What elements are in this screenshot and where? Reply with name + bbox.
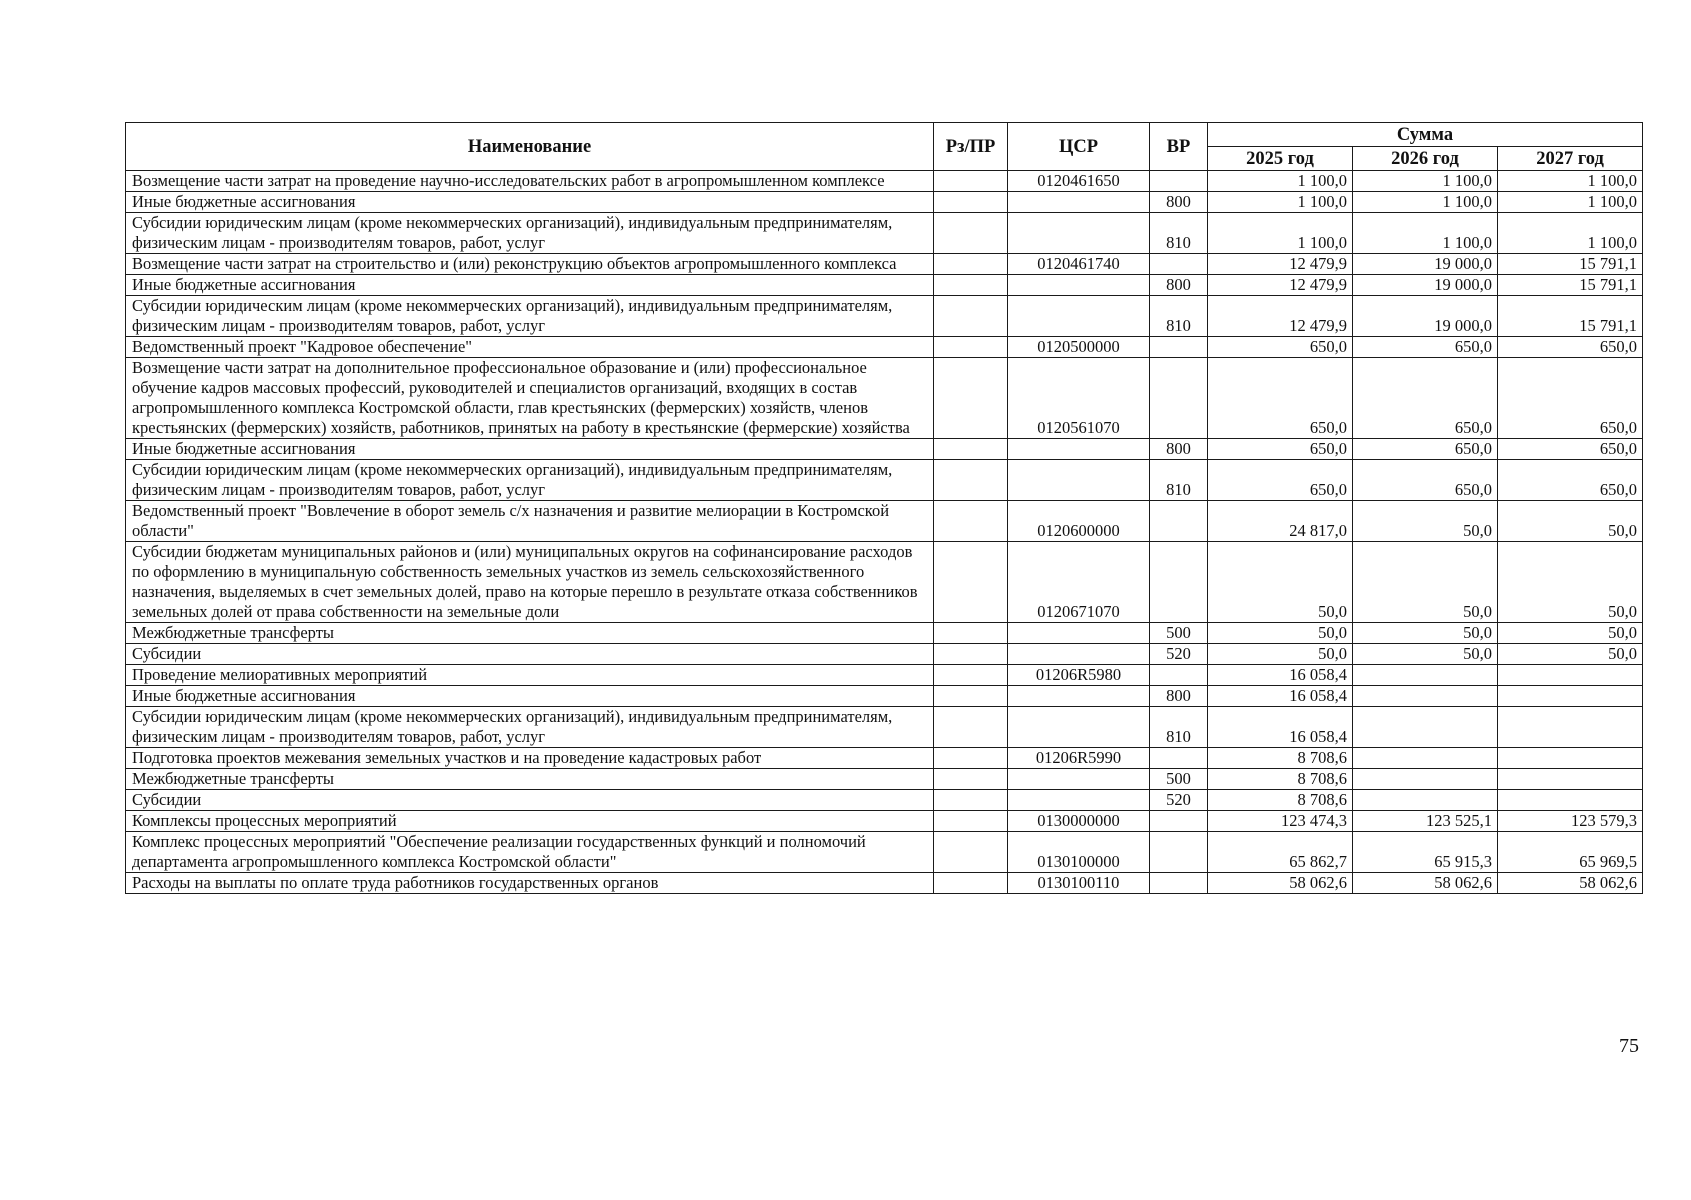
cell-2027: 50,0	[1498, 501, 1643, 542]
cell-name: Возмещение части затрат на дополнительное профессиональное образование и (или) профессиональное обучение кадров массовых профессий, руководителей и специалистов организаций, входящих в состав агропромышленного комплекса Костромской области, глав крестьянских (фермерских) хозяйств, членов крестьянских (фермерских) хозяйств, работников, принятых на работу в крестьянские (фермерские) хозяйства	[126, 358, 934, 439]
cell-2025: 16 058,4	[1208, 665, 1353, 686]
cell-rzpr	[934, 439, 1008, 460]
cell-2026	[1353, 769, 1498, 790]
cell-csr	[1008, 213, 1150, 254]
page-number: 75	[1619, 1035, 1639, 1057]
table-row	[126, 686, 1643, 707]
cell-rzpr	[934, 644, 1008, 665]
table-row	[126, 439, 1643, 460]
cell-rzpr	[934, 748, 1008, 769]
cell-2026: 19 000,0	[1353, 296, 1498, 337]
cell-2025: 8 708,6	[1208, 790, 1353, 811]
table-row	[126, 213, 1643, 254]
table-row	[126, 644, 1643, 665]
table-row	[126, 748, 1643, 769]
cell-vr	[1150, 811, 1208, 832]
cell-vr: 800	[1150, 439, 1208, 460]
cell-2025: 650,0	[1208, 460, 1353, 501]
cell-2026: 50,0	[1353, 542, 1498, 623]
cell-2026: 123 525,1	[1353, 811, 1498, 832]
header-sum: Сумма	[1208, 123, 1643, 147]
cell-2025: 650,0	[1208, 337, 1353, 358]
cell-name: Межбюджетные трансферты	[126, 769, 934, 790]
cell-name: Субсидии бюджетам муниципальных районов и (или) муниципальных округов на софинансирование расходов по оформлению в муниципальную собственность земельных участков из земель сельскохозяйственного назначения, выделяемых в счет земельных долей, право на которые перешло в результате отказа собственников земельных долей от права собственности на земельные доли	[126, 542, 934, 623]
cell-rzpr	[934, 460, 1008, 501]
cell-vr	[1150, 501, 1208, 542]
cell-2025: 8 708,6	[1208, 769, 1353, 790]
cell-rzpr	[934, 707, 1008, 748]
cell-2027: 650,0	[1498, 358, 1643, 439]
cell-rzpr	[934, 686, 1008, 707]
cell-2027	[1498, 748, 1643, 769]
header-csr: ЦСР	[1008, 123, 1150, 171]
cell-name: Субсидии	[126, 644, 934, 665]
cell-csr	[1008, 790, 1150, 811]
cell-name: Субсидии юридическим лицам (кроме некоммерческих организаций), индивидуальным предпринимателям, физическим лицам - производителям товаров, работ, услуг	[126, 213, 934, 254]
table-body	[126, 171, 1643, 894]
cell-2027: 1 100,0	[1498, 213, 1643, 254]
cell-vr	[1150, 542, 1208, 623]
cell-2026: 1 100,0	[1353, 213, 1498, 254]
budget-table	[125, 122, 1643, 894]
cell-2026	[1353, 748, 1498, 769]
cell-2026: 650,0	[1353, 460, 1498, 501]
cell-name: Субсидии	[126, 790, 934, 811]
cell-rzpr	[934, 790, 1008, 811]
cell-2025: 12 479,9	[1208, 275, 1353, 296]
cell-2025: 65 862,7	[1208, 832, 1353, 873]
table-row	[126, 275, 1643, 296]
cell-csr: 01206R5980	[1008, 665, 1150, 686]
table-row	[126, 501, 1643, 542]
cell-rzpr	[934, 337, 1008, 358]
cell-2025: 16 058,4	[1208, 707, 1353, 748]
cell-name: Комплекс процессных мероприятий "Обеспечение реализации государственных функций и полномочий департамента агропромышленного комплекса Костромской области"	[126, 832, 934, 873]
cell-2025: 8 708,6	[1208, 748, 1353, 769]
cell-name: Расходы на выплаты по оплате труда работников государственных органов	[126, 873, 934, 894]
cell-2027: 650,0	[1498, 460, 1643, 501]
cell-name: Межбюджетные трансферты	[126, 623, 934, 644]
cell-rzpr	[934, 769, 1008, 790]
cell-2027	[1498, 686, 1643, 707]
cell-vr: 810	[1150, 213, 1208, 254]
cell-csr	[1008, 686, 1150, 707]
cell-rzpr	[934, 171, 1008, 192]
cell-name: Возмещение части затрат на проведение научно-исследовательских работ в агропромышленном комплексе	[126, 171, 934, 192]
cell-rzpr	[934, 873, 1008, 894]
cell-2026: 50,0	[1353, 501, 1498, 542]
table-row	[126, 707, 1643, 748]
cell-csr: 0120561070	[1008, 358, 1150, 439]
header-rzpr: Рз/ПР	[934, 123, 1008, 171]
cell-vr	[1150, 254, 1208, 275]
cell-csr	[1008, 439, 1150, 460]
cell-2027: 15 791,1	[1498, 275, 1643, 296]
cell-2026: 650,0	[1353, 358, 1498, 439]
cell-name: Иные бюджетные ассигнования	[126, 686, 934, 707]
table-row	[126, 460, 1643, 501]
cell-rzpr	[934, 665, 1008, 686]
cell-2026: 65 915,3	[1353, 832, 1498, 873]
cell-rzpr	[934, 358, 1008, 439]
table-row	[126, 254, 1643, 275]
cell-csr: 0120461650	[1008, 171, 1150, 192]
cell-2027: 15 791,1	[1498, 296, 1643, 337]
cell-vr	[1150, 358, 1208, 439]
cell-vr	[1150, 171, 1208, 192]
table-row	[126, 358, 1643, 439]
cell-2025: 50,0	[1208, 623, 1353, 644]
cell-rzpr	[934, 832, 1008, 873]
table-row	[126, 769, 1643, 790]
cell-2025: 58 062,6	[1208, 873, 1353, 894]
cell-name: Ведомственный проект "Вовлечение в оборот земель с/х назначения и развитие мелиорации в Костромской области"	[126, 501, 934, 542]
cell-vr	[1150, 832, 1208, 873]
cell-name: Подготовка проектов межевания земельных участков и на проведение кадастровых работ	[126, 748, 934, 769]
cell-csr: 01206R5990	[1008, 748, 1150, 769]
cell-2026	[1353, 707, 1498, 748]
cell-2027	[1498, 790, 1643, 811]
cell-2026: 50,0	[1353, 623, 1498, 644]
table-row	[126, 296, 1643, 337]
cell-csr	[1008, 296, 1150, 337]
cell-2025: 50,0	[1208, 542, 1353, 623]
cell-vr	[1150, 873, 1208, 894]
table-header	[126, 123, 1643, 171]
cell-2025: 24 817,0	[1208, 501, 1353, 542]
cell-rzpr	[934, 254, 1008, 275]
cell-vr: 810	[1150, 460, 1208, 501]
cell-csr: 0130000000	[1008, 811, 1150, 832]
cell-name: Проведение мелиоративных мероприятий	[126, 665, 934, 686]
header-2026: 2026 год	[1353, 147, 1498, 171]
cell-rzpr	[934, 275, 1008, 296]
table-row	[126, 873, 1643, 894]
header-2027: 2027 год	[1498, 147, 1643, 171]
cell-csr	[1008, 644, 1150, 665]
cell-2026: 650,0	[1353, 439, 1498, 460]
cell-csr: 0120461740	[1008, 254, 1150, 275]
cell-2027	[1498, 769, 1643, 790]
cell-csr: 0130100000	[1008, 832, 1150, 873]
cell-2027: 650,0	[1498, 337, 1643, 358]
cell-vr: 500	[1150, 769, 1208, 790]
cell-name: Субсидии юридическим лицам (кроме некоммерческих организаций), индивидуальным предпринимателям, физическим лицам - производителям товаров, работ, услуг	[126, 296, 934, 337]
cell-rzpr	[934, 542, 1008, 623]
cell-vr: 800	[1150, 686, 1208, 707]
cell-2027: 1 100,0	[1498, 171, 1643, 192]
cell-2027	[1498, 665, 1643, 686]
cell-2027: 50,0	[1498, 542, 1643, 623]
cell-csr	[1008, 275, 1150, 296]
cell-name: Комплексы процессных мероприятий	[126, 811, 934, 832]
cell-csr: 0120671070	[1008, 542, 1150, 623]
cell-vr	[1150, 337, 1208, 358]
cell-rzpr	[934, 192, 1008, 213]
cell-csr	[1008, 769, 1150, 790]
table-row	[126, 623, 1643, 644]
cell-2026	[1353, 665, 1498, 686]
header-2025: 2025 год	[1208, 147, 1353, 171]
cell-2025: 650,0	[1208, 439, 1353, 460]
cell-2026	[1353, 686, 1498, 707]
cell-2025: 12 479,9	[1208, 296, 1353, 337]
cell-name: Ведомственный проект "Кадровое обеспечение"	[126, 337, 934, 358]
cell-vr	[1150, 748, 1208, 769]
cell-vr: 800	[1150, 275, 1208, 296]
cell-2025: 650,0	[1208, 358, 1353, 439]
cell-2025: 1 100,0	[1208, 192, 1353, 213]
cell-vr	[1150, 665, 1208, 686]
cell-2026: 650,0	[1353, 337, 1498, 358]
cell-rzpr	[934, 213, 1008, 254]
cell-vr: 810	[1150, 707, 1208, 748]
cell-vr: 810	[1150, 296, 1208, 337]
cell-2027: 50,0	[1498, 623, 1643, 644]
cell-vr: 800	[1150, 192, 1208, 213]
cell-2027: 650,0	[1498, 439, 1643, 460]
header-name: Наименование	[126, 123, 934, 171]
cell-csr: 0120600000	[1008, 501, 1150, 542]
cell-2026	[1353, 790, 1498, 811]
cell-name: Иные бюджетные ассигнования	[126, 275, 934, 296]
cell-2027: 15 791,1	[1498, 254, 1643, 275]
cell-csr	[1008, 192, 1150, 213]
cell-2025: 1 100,0	[1208, 213, 1353, 254]
table-row	[126, 171, 1643, 192]
cell-vr: 500	[1150, 623, 1208, 644]
table-row	[126, 790, 1643, 811]
table-row	[126, 832, 1643, 873]
cell-2027: 1 100,0	[1498, 192, 1643, 213]
cell-csr	[1008, 623, 1150, 644]
cell-2026: 19 000,0	[1353, 254, 1498, 275]
cell-2026: 58 062,6	[1353, 873, 1498, 894]
cell-2027: 50,0	[1498, 644, 1643, 665]
cell-name: Иные бюджетные ассигнования	[126, 439, 934, 460]
table-row	[126, 542, 1643, 623]
cell-name: Иные бюджетные ассигнования	[126, 192, 934, 213]
cell-rzpr	[934, 623, 1008, 644]
cell-name: Субсидии юридическим лицам (кроме некоммерческих организаций), индивидуальным предпринимателям, физическим лицам - производителям товаров, работ, услуг	[126, 460, 934, 501]
cell-rzpr	[934, 296, 1008, 337]
cell-csr	[1008, 460, 1150, 501]
header-vr: ВР	[1150, 123, 1208, 171]
cell-2027	[1498, 707, 1643, 748]
table-row	[126, 337, 1643, 358]
cell-2026: 1 100,0	[1353, 192, 1498, 213]
table-row	[126, 811, 1643, 832]
cell-2027: 123 579,3	[1498, 811, 1643, 832]
cell-2025: 123 474,3	[1208, 811, 1353, 832]
cell-name: Субсидии юридическим лицам (кроме некоммерческих организаций), индивидуальным предпринимателям, физическим лицам - производителям товаров, работ, услуг	[126, 707, 934, 748]
cell-vr: 520	[1150, 644, 1208, 665]
cell-csr: 0130100110	[1008, 873, 1150, 894]
cell-name: Возмещение части затрат на строительство и (или) реконструкцию объектов агропромышленного комплекса	[126, 254, 934, 275]
cell-2025: 1 100,0	[1208, 171, 1353, 192]
cell-2025: 16 058,4	[1208, 686, 1353, 707]
cell-rzpr	[934, 811, 1008, 832]
table-row	[126, 665, 1643, 686]
cell-csr: 0120500000	[1008, 337, 1150, 358]
cell-2025: 12 479,9	[1208, 254, 1353, 275]
cell-2026: 1 100,0	[1353, 171, 1498, 192]
cell-csr	[1008, 707, 1150, 748]
cell-2025: 50,0	[1208, 644, 1353, 665]
cell-2026: 50,0	[1353, 644, 1498, 665]
cell-2026: 19 000,0	[1353, 275, 1498, 296]
cell-vr: 520	[1150, 790, 1208, 811]
cell-2027: 65 969,5	[1498, 832, 1643, 873]
table-row	[126, 192, 1643, 213]
cell-rzpr	[934, 501, 1008, 542]
cell-2027: 58 062,6	[1498, 873, 1643, 894]
